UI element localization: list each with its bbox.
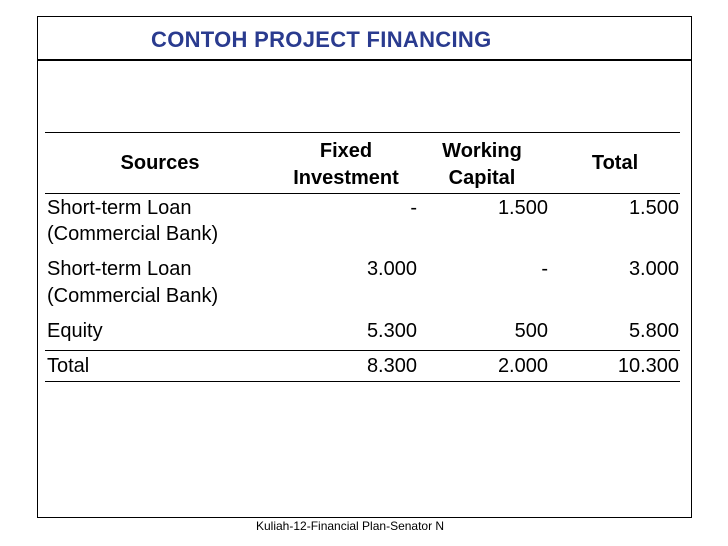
table-bottom-rule [45, 381, 680, 382]
row2-source-line2: (Commercial Bank) [47, 285, 219, 307]
row3-fixed: 5.300 [366, 320, 417, 342]
total-fixed: 8.300 [366, 355, 417, 377]
row1-fixed: - [410, 197, 417, 219]
header-sources: Sources [120, 152, 200, 174]
total-label: Total [47, 355, 90, 377]
header-fixed-line2: Investment [293, 167, 399, 189]
table-top-rule [45, 132, 680, 133]
title-bar [38, 17, 691, 61]
row3-working: 500 [514, 320, 548, 342]
header-working-line2: Capital [448, 167, 516, 189]
row3-source: Equity [47, 320, 103, 342]
row1-source-line2: (Commercial Bank) [47, 223, 219, 245]
slide-footer: Kuliah-12-Financial Plan-Senator N [256, 519, 445, 533]
header-fixed-investment [278, 138, 414, 192]
row1-source-line1: Short-term Loan [47, 197, 192, 219]
row2-source-line1: Short-term Loan [47, 258, 192, 280]
total-top-rule [45, 350, 680, 351]
row3-total: 5.800 [628, 320, 679, 342]
row2-working: - [541, 258, 548, 280]
row1-total: 1.500 [628, 197, 679, 219]
header-working-capital [420, 138, 544, 192]
total-total: 10.300 [617, 355, 679, 377]
slide-title: CONTOH PROJECT FINANCING [151, 27, 492, 52]
header-total: Total [591, 152, 639, 174]
header-working-line1: Working [442, 140, 522, 162]
total-working: 2.000 [497, 355, 548, 377]
row1-working: 1.500 [497, 197, 548, 219]
header-fixed-line1: Fixed [319, 140, 373, 162]
row2-total: 3.000 [628, 258, 679, 280]
row2-fixed: 3.000 [366, 258, 417, 280]
header-bottom-rule [45, 193, 680, 194]
